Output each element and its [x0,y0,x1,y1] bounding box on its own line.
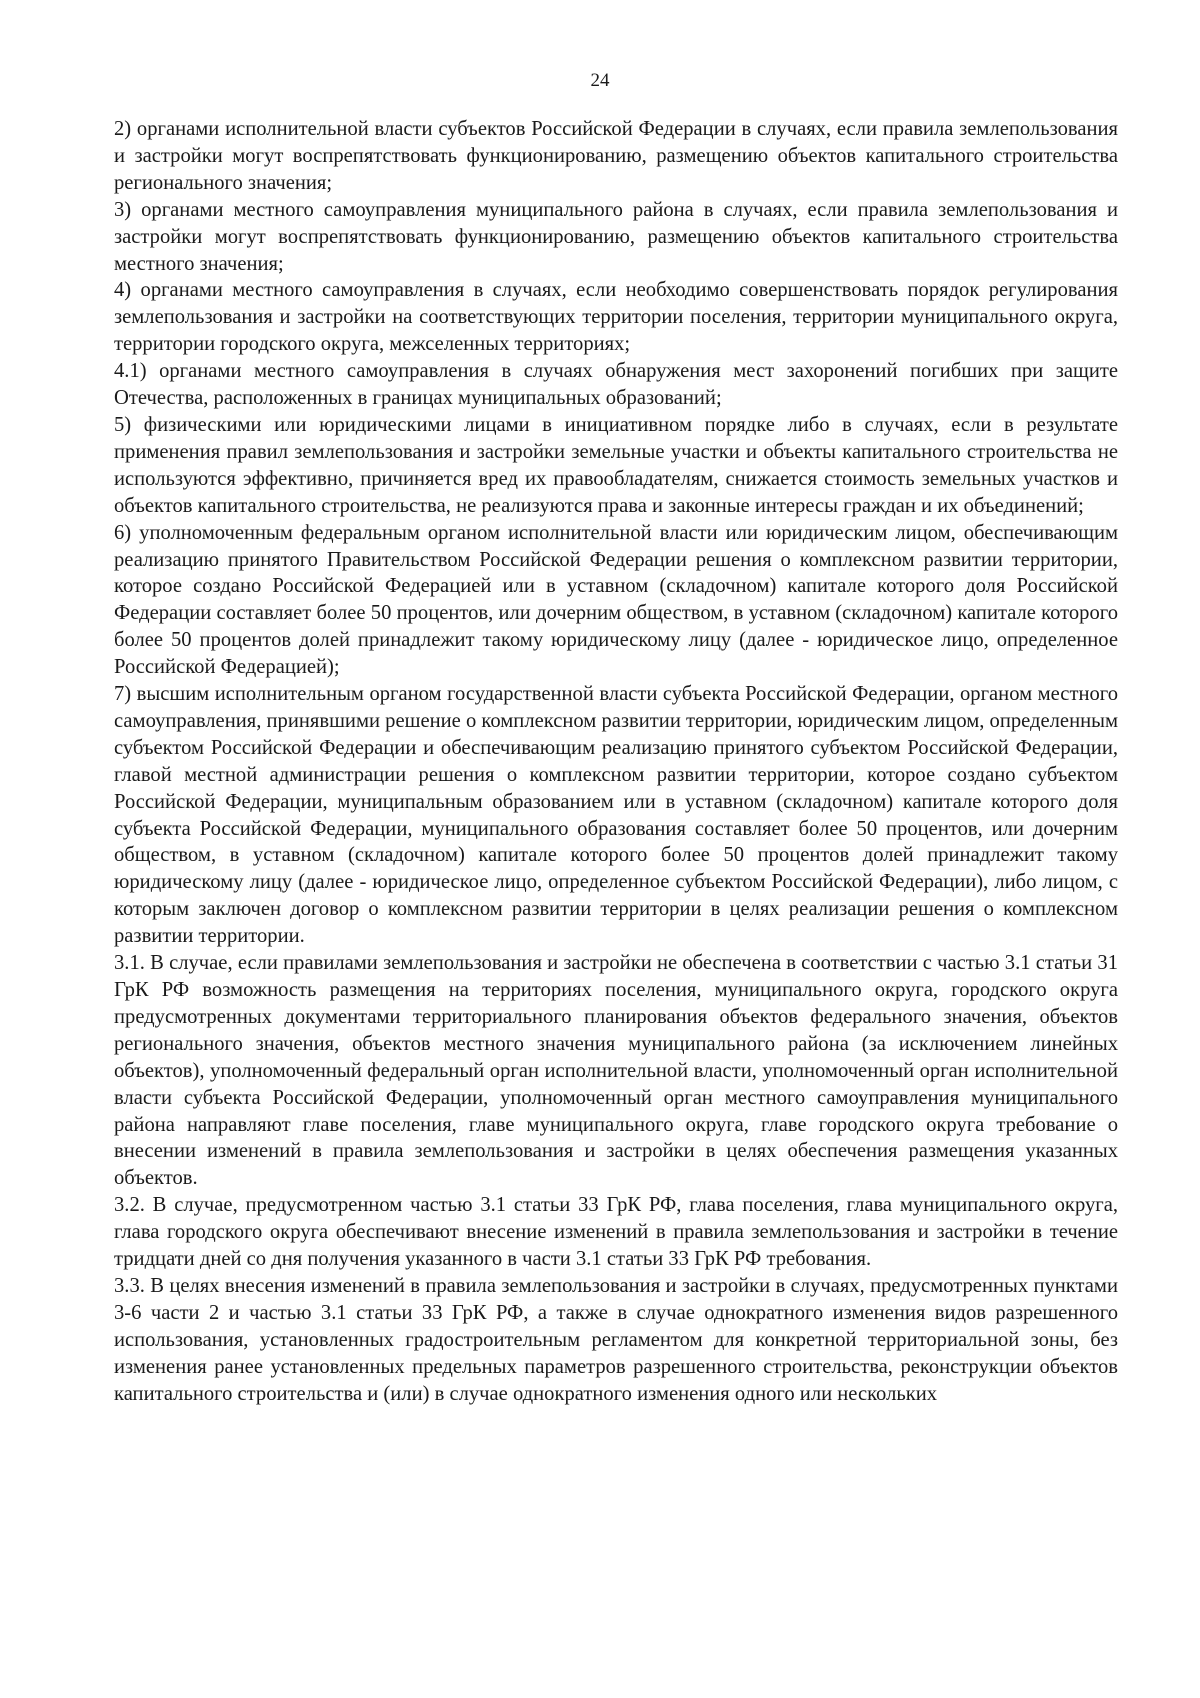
paragraph-section-3-2: 3.2. В случае, предусмотренном частью 3.1 статьи 33 ГрК РФ, глава поселения, глава муниципального округа, глава городского округа обеспечивают внесение изменений в правила землепользования и застройки в течение тридцати дней со дня получения указанного в части 3.1 статьи 33 ГрК РФ требования. [114,1194,1118,1271]
paragraph-section-3-3: 3.3. В целях внесения изменений в правила землепользования и застройки в случаях, предусмотренных пунктами 3-6 части 2 и частью 3.1 статьи 33 ГрК РФ, а также в случае однократного изменения видов разрешенного использования, установленных градостроительным регламентом для конкретной территориальной зоны, без изменения ранее установленных предельных параметров разрешенного строительства, реконструкции объектов капитального строительства и (или) в случае однократного изменения одного или нескольких [114,1274,1118,1405]
page-number: 24 [590,70,610,91]
paragraph-section-3-1: 3.1. В случае, если правилами землепользования и застройки не обеспечена в соответствии с частью 3.1 статьи 31 ГрК РФ возможность размещения на территориях поселения, муниципального округа, городского округа предусмотренных документами территориального планирования объектов федерального значения, объектов регионального значения, объектов местного значения муниципального района (за исключением линейных объектов), уполномоченный федеральный орган исполнительной власти, уполномоченный орган исполнительной власти субъекта Российской Федерации, уполномоченный орган местного самоуправления муниципального района направляют главе поселения, главе муниципального округа, главе городского округа требование о внесении изменений в правила землепользования и застройки в целях обеспечения размещения указанных объектов. [114,952,1118,1190]
paragraph-item-4-1: 4.1) органами местного самоуправления в случаях обнаружения мест захоронений погибших при защите Отечества, расположенных в границах муниципальных образований; [114,360,1118,410]
paragraph-item-7: 7) высшим исполнительным органом государственной власти субъекта Российской Федерации, органом местного самоуправления, принявшими решение о комплексном развитии территории, юридическим лицом, определенным субъектом Российской Федерации и обеспечивающим реализацию принятого субъектом Российской Федерации, главой местной администрации решения о комплексном развитии территории, которое создано субъектом Российской Федерации, муниципальным образованием или в уставном (складочном) капитале которого доля субъекта Российской Федерации, муниципального образования составляет более 50 процентов, или дочерним обществом, в уставном (складочном) капитале которого более 50 процентов долей принадлежит такому юридическому лицу (далее - юридическое лицо, определенное субъектом Российской Федерации), либо лицом, с которым заключен договор о комплексном развитии территории в целях реализации решения о комплексном развитии территории. [114,683,1118,948]
paragraph-item-4: 4) органами местного самоуправления в случаях, если необходимо совершенствовать порядок регулирования землепользования и застройки на соответствующих территории поселения, территории муниципального округа, территории городского округа, межселенных территориях; [114,279,1118,356]
document-body [114,116,1118,1408]
paragraph-item-6: 6) уполномоченным федеральным органом исполнительной власти или юридическим лицом, обеспечивающим реализацию принятого Правительством Российской Федерации решения о комплексном развитии территории, которое создано Российской Федерацией или в уставном (складочном) капитале которого доля Российской Федерации составляет более 50 процентов, или дочерним обществом, в уставном (складочном) капитале которого более 50 процентов долей принадлежит такому юридическому лицу (далее - юридическое лицо, определенное Российской Федерацией); [114,521,1118,679]
paragraph-item-5: 5) физическими или юридическими лицами в инициативном порядке либо в случаях, если в результате применения правил землепользования и застройки земельные участки и объекты капитального строительства не используются эффективно, причиняется вред их правообладателям, снижается стоимость земельных участков и объектов капитального строительства, не реализуются права и законные интересы граждан и их объединений; [114,413,1118,517]
paragraph-item-3: 3) органами местного самоуправления муниципального района в случаях, если правила землепользования и застройки могут воспрепятствовать функционированию, размещению объектов капитального строительства местного значения; [114,198,1118,275]
paragraph-item-2: 2) органами исполнительной власти субъектов Российской Федерации в случаях, если правила землепользования и застройки могут воспрепятствовать функционированию, размещению объектов капитального строительства регионального значения; [114,118,1118,194]
